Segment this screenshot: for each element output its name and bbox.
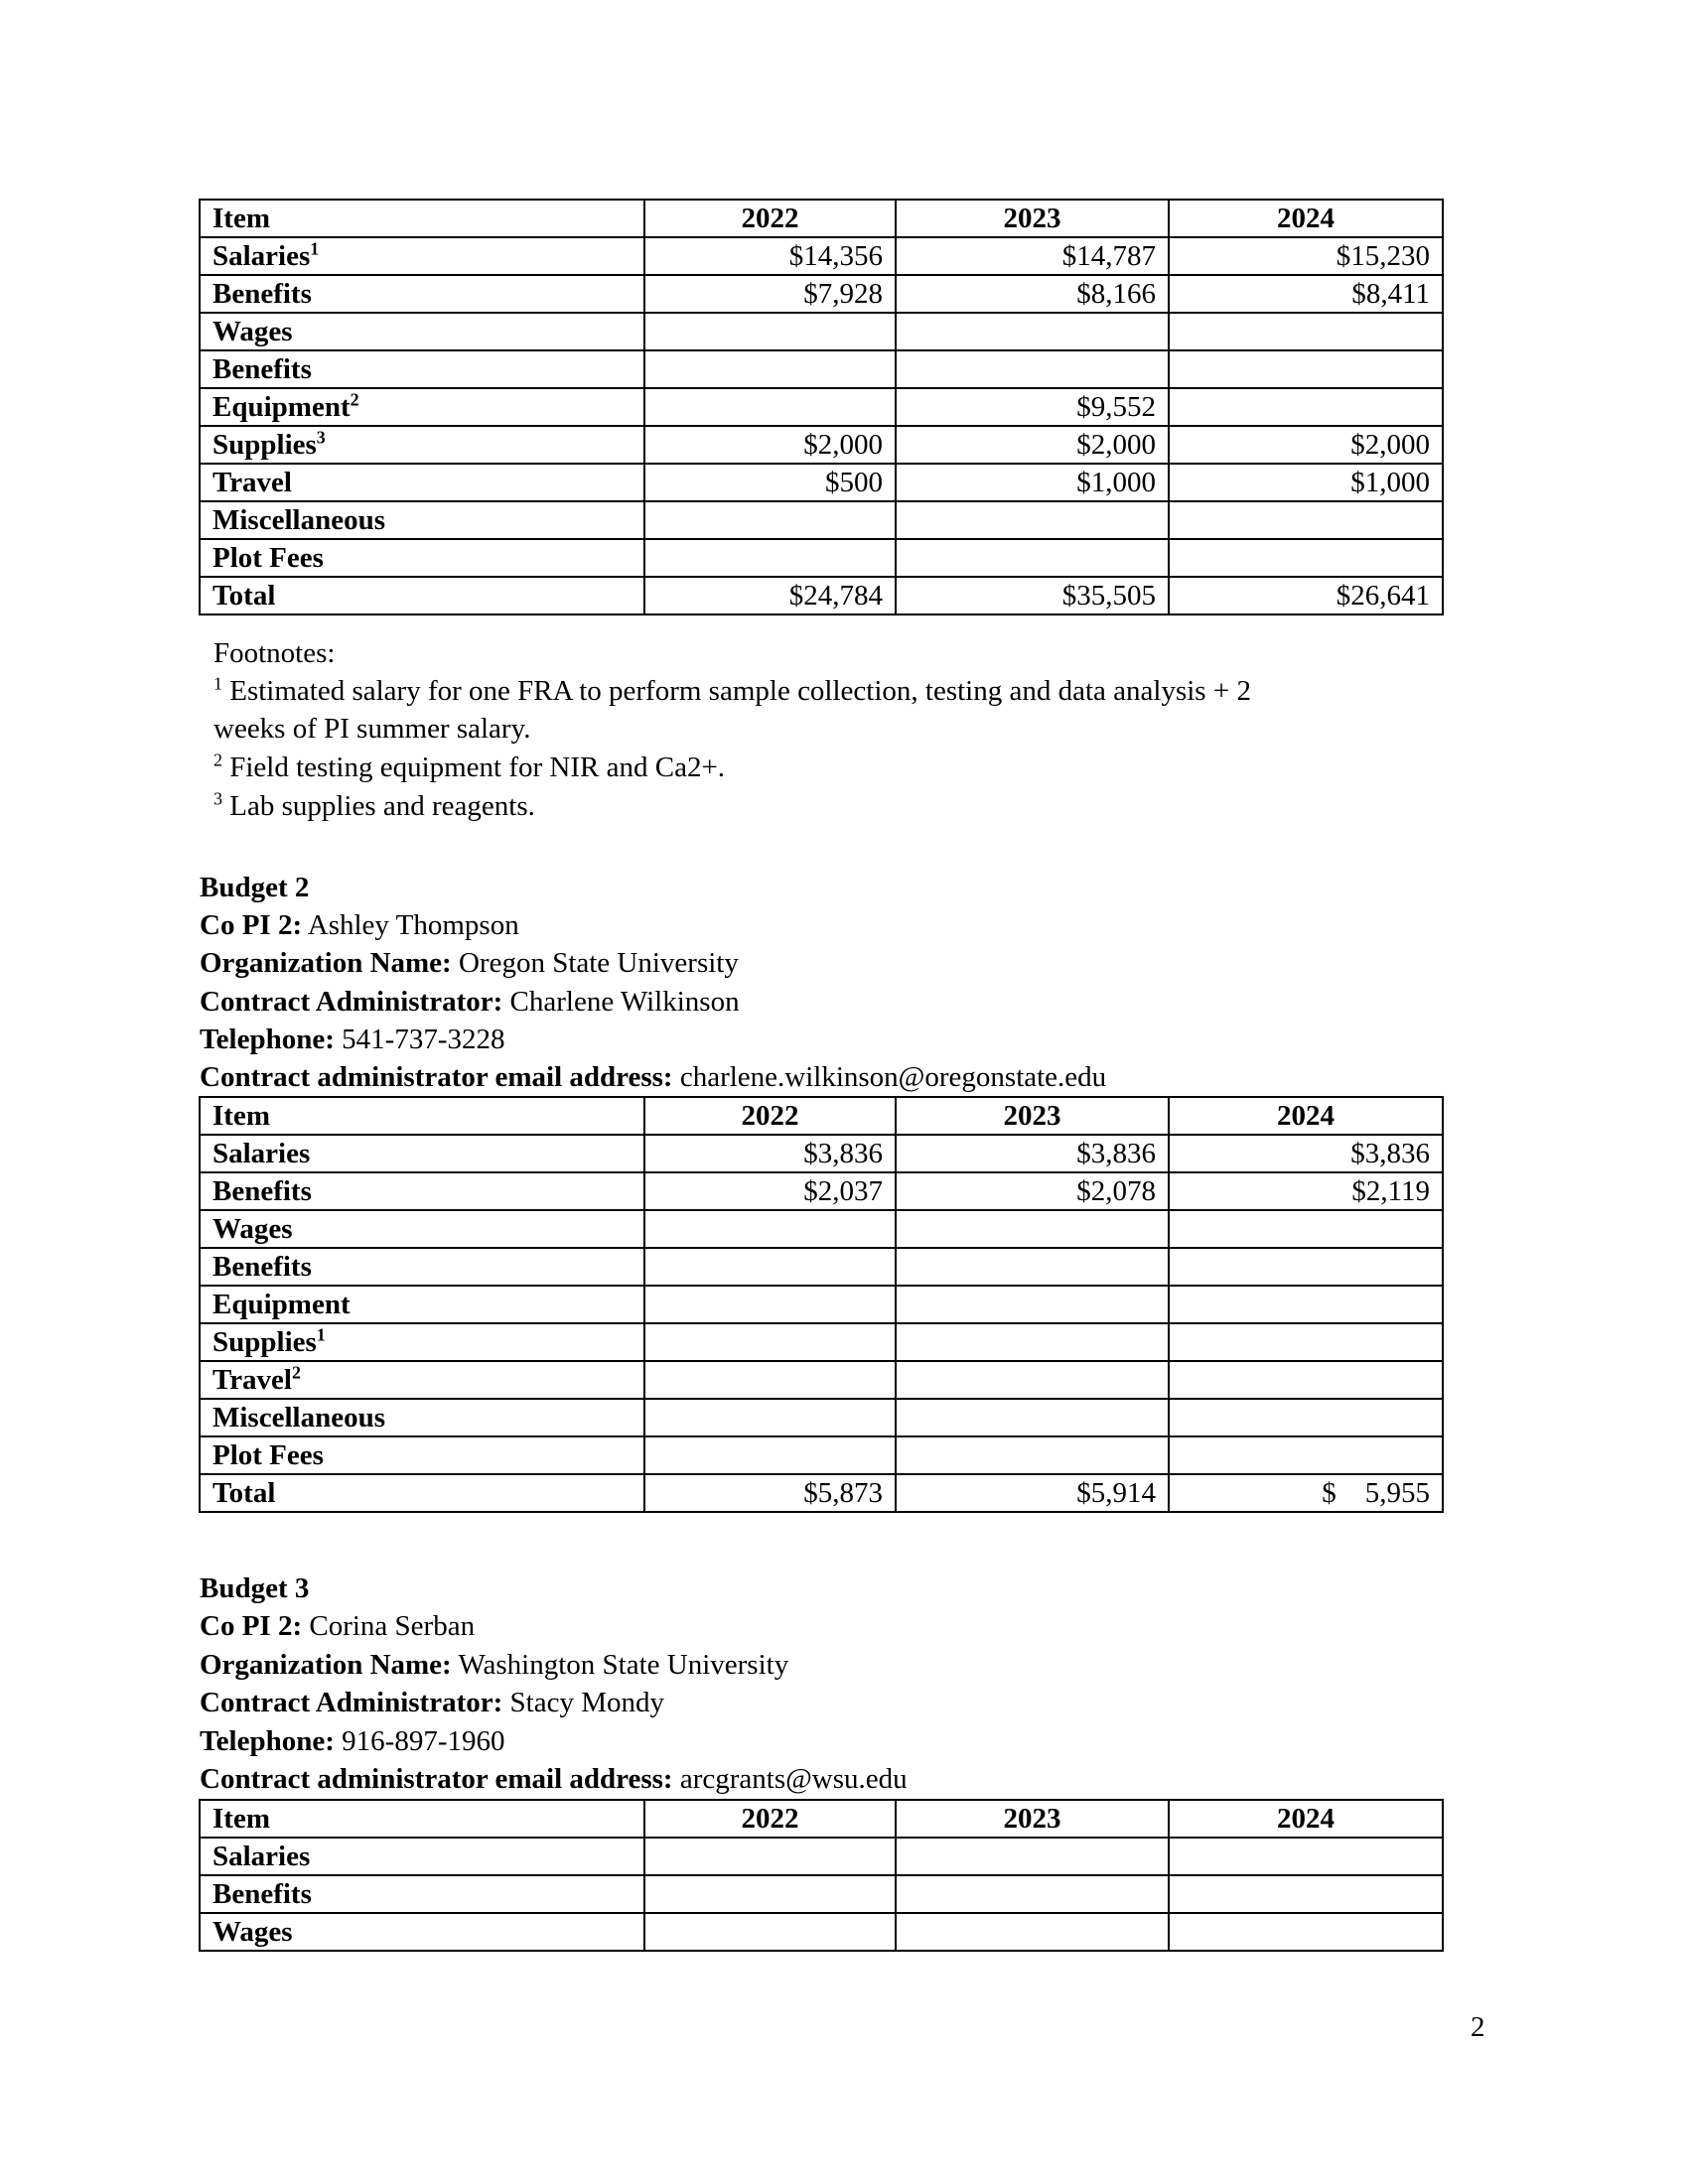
budget3-phone: Telephone: 916-897-1960 xyxy=(200,1725,505,1757)
row-item-label: Total xyxy=(200,577,644,614)
budget2-table xyxy=(199,1096,1444,1513)
cell-2024 xyxy=(1169,501,1443,539)
header-item: Item xyxy=(200,1800,644,1838)
cell-2024 xyxy=(1169,1436,1443,1474)
cell-2023 xyxy=(896,539,1169,577)
cell-2022: $2,000 xyxy=(644,426,896,464)
table-row xyxy=(200,1436,1443,1474)
row-item-label: Equipment xyxy=(200,1286,644,1323)
page-number: 2 xyxy=(1471,2011,1485,2043)
row-item-label: Miscellaneous xyxy=(200,1399,644,1436)
cell-2023: $14,787 xyxy=(896,237,1169,275)
budget3-email: Contract administrator email address: arcgrants@wsu.edu xyxy=(200,1763,908,1795)
cell-2022 xyxy=(644,1913,896,1951)
row-item-label: Total xyxy=(200,1474,644,1512)
budget2-title: Budget 2 xyxy=(200,872,310,903)
cell-2023 xyxy=(896,1210,1169,1248)
cell-2023 xyxy=(896,1436,1169,1474)
cell-2022 xyxy=(644,1210,896,1248)
header-item: Item xyxy=(200,1097,644,1135)
footnote-1: $^1$ Estimated salary for one FRA to perform sample collection, testing and data analysis + 2 xyxy=(213,673,1251,707)
footnotes-title: Footnotes: xyxy=(213,637,336,669)
row-item-label: Miscellaneous xyxy=(200,501,644,539)
row-item-label: Supplies$^3$ xyxy=(200,426,644,464)
table-row xyxy=(200,350,1443,388)
cell-2024 xyxy=(1169,1286,1443,1323)
cell-2022: $2,037 xyxy=(644,1172,896,1210)
cell-2022: $3,836 xyxy=(644,1135,896,1172)
header-2022: 2022 xyxy=(644,1097,896,1135)
cell-2024: $2,000 xyxy=(1169,426,1443,464)
cell-2022 xyxy=(644,1399,896,1436)
budget3-org: Organization Name: Washington State University xyxy=(200,1649,789,1681)
cell-2024 xyxy=(1169,1248,1443,1286)
cell-2024 xyxy=(1169,388,1443,426)
cell-2024 xyxy=(1169,350,1443,388)
table-row xyxy=(200,1474,1443,1512)
table-row xyxy=(200,388,1443,426)
cell-2023 xyxy=(896,1838,1169,1875)
row-item-label: Benefits xyxy=(200,1875,644,1913)
cell-2024 xyxy=(1169,539,1443,577)
cell-2023: $35,505 xyxy=(896,577,1169,614)
cell-2023 xyxy=(896,1913,1169,1951)
table-row xyxy=(200,1210,1443,1248)
budget2-copi: Co PI 2: Ashley Thompson xyxy=(200,909,519,941)
cell-2023 xyxy=(896,1248,1169,1286)
budget2-phone: Telephone: 541-737-3228 xyxy=(200,1024,505,1055)
header-2024: 2024 xyxy=(1169,1097,1443,1135)
header-2023: 2023 xyxy=(896,1800,1169,1838)
cell-2023 xyxy=(896,1399,1169,1436)
budget1-table xyxy=(199,199,1444,615)
footnote-3: $^3$ Lab supplies and reagents. xyxy=(213,788,535,822)
footnote-2: $^2$ Field testing equipment for NIR and Ca2+. xyxy=(213,750,726,783)
footnote-1-cont: weeks of PI summer salary. xyxy=(213,713,531,745)
table-header-row xyxy=(200,1097,1443,1135)
row-item-label: Salaries xyxy=(200,1838,644,1875)
row-item-label: Benefits xyxy=(200,350,644,388)
cell-2024: $2,119 xyxy=(1169,1172,1443,1210)
cell-2023: $2,000 xyxy=(896,426,1169,464)
cell-2024 xyxy=(1169,313,1443,350)
cell-2024 xyxy=(1169,1913,1443,1951)
cell-2022 xyxy=(644,1286,896,1323)
table-row xyxy=(200,1399,1443,1436)
row-item-label: Wages xyxy=(200,1210,644,1248)
cell-2022 xyxy=(644,1436,896,1474)
cell-2023 xyxy=(896,501,1169,539)
cell-2022 xyxy=(644,1875,896,1913)
budget3-copi: Co PI 2: Corina Serban xyxy=(200,1610,476,1642)
cell-2023 xyxy=(896,1323,1169,1361)
cell-2024: $15,230 xyxy=(1169,237,1443,275)
row-item-label: Wages xyxy=(200,313,644,350)
row-item-label: Plot Fees xyxy=(200,1436,644,1474)
row-item-label: Benefits xyxy=(200,275,644,313)
table-row xyxy=(200,1361,1443,1399)
cell-2023 xyxy=(896,313,1169,350)
header-item: Item xyxy=(200,200,644,237)
cell-2023: $2,078 xyxy=(896,1172,1169,1210)
cell-2024: $3,836 xyxy=(1169,1135,1443,1172)
cell-2022 xyxy=(644,313,896,350)
table-row xyxy=(200,1135,1443,1172)
cell-2022: $5,873 xyxy=(644,1474,896,1512)
cell-2024 xyxy=(1169,1875,1443,1913)
cell-2022 xyxy=(644,501,896,539)
table-header-row xyxy=(200,1800,1443,1838)
cell-2024 xyxy=(1169,1361,1443,1399)
table-row xyxy=(200,464,1443,501)
row-item-label: Travel$^2$ xyxy=(200,1361,644,1399)
header-2023: 2023 xyxy=(896,1097,1169,1135)
row-item-label: Salaries$^1$ xyxy=(200,237,644,275)
budget2-admin: Contract Administrator: Charlene Wilkinson xyxy=(200,986,740,1018)
cell-2024: $26,641 xyxy=(1169,577,1443,614)
header-2024: 2024 xyxy=(1169,1800,1443,1838)
cell-2022: $500 xyxy=(644,464,896,501)
header-2023: 2023 xyxy=(896,200,1169,237)
cell-2023 xyxy=(896,1361,1169,1399)
table-row xyxy=(200,1838,1443,1875)
cell-2023 xyxy=(896,1286,1169,1323)
header-2022: 2022 xyxy=(644,1800,896,1838)
cell-2022: $14,356 xyxy=(644,237,896,275)
budget2-org: Organization Name: Oregon State University xyxy=(200,947,739,979)
table-row xyxy=(200,426,1443,464)
cell-2024 xyxy=(1169,1210,1443,1248)
cell-2024 xyxy=(1169,1399,1443,1436)
budget3-title: Budget 3 xyxy=(200,1572,310,1604)
table-row xyxy=(200,1323,1443,1361)
cell-2023: $8,166 xyxy=(896,275,1169,313)
table-row xyxy=(200,1172,1443,1210)
row-item-label: Benefits xyxy=(200,1172,644,1210)
cell-2023: $5,914 xyxy=(896,1474,1169,1512)
row-item-label: Supplies$^1$ xyxy=(200,1323,644,1361)
row-item-label: Plot Fees xyxy=(200,539,644,577)
budget3-table xyxy=(199,1799,1444,1952)
cell-2023 xyxy=(896,350,1169,388)
cell-2024: $ 5,955 xyxy=(1169,1474,1443,1512)
row-item-label: Benefits xyxy=(200,1248,644,1286)
row-item-label: Wages xyxy=(200,1913,644,1951)
cell-2022 xyxy=(644,1323,896,1361)
cell-2023: $3,836 xyxy=(896,1135,1169,1172)
table-row xyxy=(200,577,1443,614)
table-row xyxy=(200,1913,1443,1951)
budget2-email: Contract administrator email address: charlene.wilkinson@oregonstate.edu xyxy=(200,1061,1107,1093)
cell-2022 xyxy=(644,350,896,388)
table-row xyxy=(200,1875,1443,1913)
cell-2022 xyxy=(644,1361,896,1399)
row-item-label: Travel xyxy=(200,464,644,501)
table-header-row xyxy=(200,200,1443,237)
table-row xyxy=(200,275,1443,313)
cell-2023 xyxy=(896,1875,1169,1913)
table-row xyxy=(200,501,1443,539)
cell-2024: $8,411 xyxy=(1169,275,1443,313)
cell-2022 xyxy=(644,1838,896,1875)
table-row xyxy=(200,237,1443,275)
table-row xyxy=(200,1248,1443,1286)
cell-2022: $24,784 xyxy=(644,577,896,614)
cell-2022: $7,928 xyxy=(644,275,896,313)
cell-2023: $1,000 xyxy=(896,464,1169,501)
header-2022: 2022 xyxy=(644,200,896,237)
cell-2022 xyxy=(644,1248,896,1286)
cell-2022 xyxy=(644,539,896,577)
cell-2023: $9,552 xyxy=(896,388,1169,426)
row-item-label: Salaries xyxy=(200,1135,644,1172)
header-2024: 2024 xyxy=(1169,200,1443,237)
cell-2024: $1,000 xyxy=(1169,464,1443,501)
table-row xyxy=(200,313,1443,350)
budget3-admin: Contract Administrator: Stacy Mondy xyxy=(200,1687,664,1718)
cell-2024 xyxy=(1169,1323,1443,1361)
cell-2022 xyxy=(644,388,896,426)
row-item-label: Equipment$^2$ xyxy=(200,388,644,426)
table-row xyxy=(200,1286,1443,1323)
cell-2024 xyxy=(1169,1838,1443,1875)
table-row xyxy=(200,539,1443,577)
